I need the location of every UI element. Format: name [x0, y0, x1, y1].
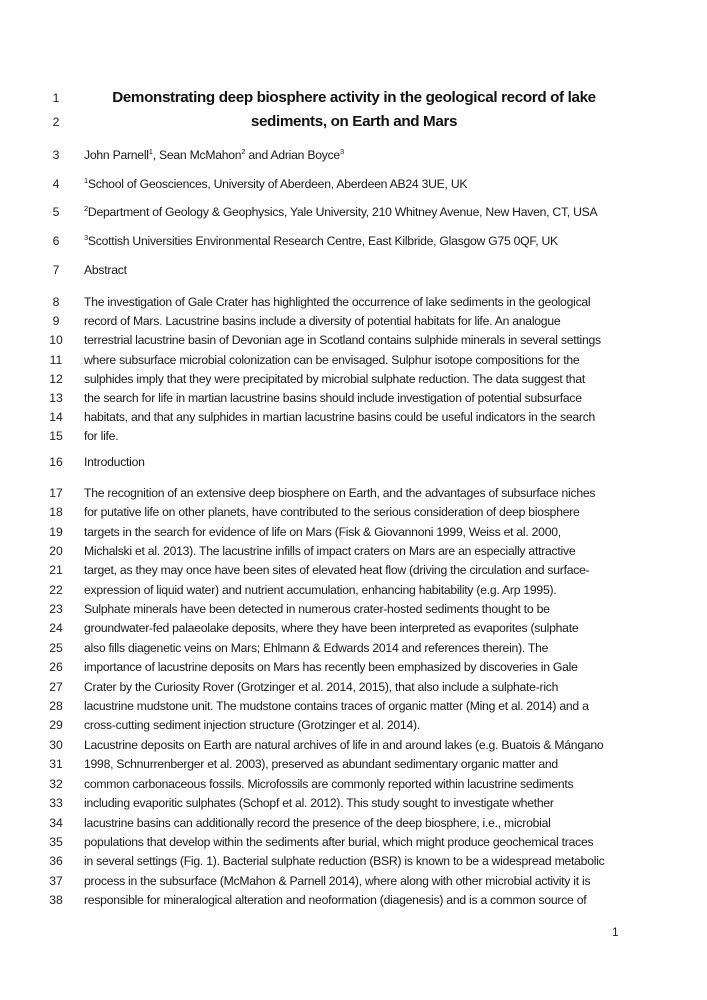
affiliation-name: School of Geosciences, University of Aberdeen, Aberdeen AB24 3UE, UK [87, 177, 468, 191]
text-line [0, 754, 707, 774]
text-line [0, 599, 707, 619]
page-number: 1 [612, 925, 619, 939]
line-text: terrestrial lacustrine basin of Devonian age in Scotland contains sulphide minerals in several settings [84, 333, 601, 348]
affiliation-mark: 1 [148, 147, 153, 156]
line-text: Sulphate minerals have been detected in numerous crater-hosted sediments thought to be [84, 602, 550, 617]
line-text: Crater by the Curiosity Rover (Grotzinger et al. 2014, 2015), that also include a sulphate-rich [84, 679, 559, 694]
line-number: 10 [49, 333, 63, 348]
line-number: 5 [52, 205, 60, 219]
line-text: including evaporitic sulphates (Schopf et al. 2012). This study sought to investigate whether [84, 796, 554, 811]
line-text: importance of lacustrine deposits on Mars has recently been emphasized by discoveries in Gale [84, 660, 578, 675]
line-text: where subsurface microbial colonization can be envisaged. Sulphur isotope compositions for the [84, 352, 580, 367]
affiliation-mark: 2 [84, 204, 88, 213]
line-number: 35 [49, 835, 63, 849]
line-text: populations that develop within the sediments after burial, which might produce geochemical traces [84, 835, 594, 849]
line-number: 38 [49, 893, 63, 908]
text-line [0, 813, 707, 833]
text-line [0, 369, 707, 389]
line-number: 19 [49, 524, 63, 539]
line-number: 27 [49, 679, 63, 694]
text-line [0, 871, 707, 891]
line-number: 32 [49, 776, 63, 791]
line-number: 11 [49, 352, 63, 367]
line-number: 15 [49, 429, 63, 444]
text-line [0, 330, 707, 350]
text-line [0, 502, 707, 522]
authors-line [0, 145, 707, 165]
affiliation-mark: 2 [241, 147, 246, 156]
text-line [0, 696, 707, 716]
line-number: 26 [49, 660, 63, 675]
text-line [0, 715, 707, 735]
text-line [0, 350, 707, 370]
affiliation-text [84, 231, 558, 251]
affiliation-name: Scottish Universities Environmental Research Centre, East Kilbride, Glasgow G75 0QF, UK [87, 234, 558, 248]
line-text: record of Mars. Lacustrine basins include a diversity of potential habitats for life. An analogue [84, 314, 561, 329]
line-number: 36 [49, 854, 63, 869]
affiliation-mark: 3 [84, 233, 88, 242]
text-line [0, 407, 707, 427]
author-name: Adrian Boyce [270, 148, 340, 162]
line-text: responsible for mineralogical alteration and neoformation (diagenesis) and is a common source of [84, 893, 587, 908]
title-line-1 [0, 88, 707, 108]
line-number: 34 [49, 815, 63, 830]
text-line [0, 311, 707, 331]
author-list [84, 145, 344, 165]
abstract-heading-line [0, 260, 707, 280]
line-number: 2 [52, 115, 60, 129]
line-number: 7 [52, 263, 60, 277]
line-number: 23 [49, 602, 63, 617]
line-number: 4 [52, 177, 60, 191]
line-text: Lacustrine deposits on Earth are natural archives of life in and around lakes (e.g. Buatois & Mángano [84, 738, 604, 752]
text-line [0, 832, 707, 852]
line-number: 30 [49, 738, 63, 752]
affiliation-mark: 3 [339, 147, 344, 156]
line-text: lacustrine basins can additionally record the presence of the deep biosphere, i.e., microbial [84, 815, 551, 830]
affiliation-mark: 1 [84, 176, 88, 185]
text-line [0, 774, 707, 794]
line-number: 12 [49, 371, 63, 386]
text-line [0, 522, 707, 542]
line-number: 6 [52, 234, 60, 248]
line-text: also fills diagenetic veins on Mars; Ehlmann & Edwards 2014 and references therein). The [84, 640, 549, 655]
line-number: 31 [49, 757, 63, 772]
line-text: the search for life in martian lacustrine basins should include investigation of potential subsurface [84, 391, 582, 405]
line-text: habitats, and that any sulphides in martian lacustrine basins could be useful indicators in the search [84, 410, 596, 425]
author-separator: , [152, 148, 159, 162]
text-line [0, 426, 707, 446]
author-name: John Parnell [84, 148, 149, 162]
line-text: Michalski et al. 2013). The lacustrine infills of impact craters on Mars are an especially attractive [84, 544, 576, 559]
line-text: targets in the search for evidence of life on Mars (Fisk & Giovannoni 1999, Weiss et al. 2000, [84, 524, 561, 539]
line-number: 25 [49, 640, 63, 655]
text-line [0, 560, 707, 580]
introduction-heading: Introduction [84, 455, 145, 469]
line-number: 13 [49, 391, 63, 405]
line-number: 17 [49, 486, 63, 500]
intro-heading-line [0, 452, 707, 472]
text-line [0, 638, 707, 658]
line-number: 29 [49, 718, 63, 733]
line-number: 21 [49, 563, 63, 578]
line-number: 3 [52, 148, 60, 162]
line-text: target, as they may once have been sites of elevated heat flow (driving the circulation and surface- [84, 563, 590, 578]
author-separator: and [245, 148, 271, 162]
affiliation-line [0, 231, 707, 251]
line-number: 24 [49, 621, 63, 636]
paper-title: Demonstrating deep biosphere activity in the geological record of lake [112, 89, 596, 106]
line-text: common carbonaceous fossils. Microfossils are commonly reported within lacustrine sediments [84, 776, 574, 791]
text-line [0, 541, 707, 561]
line-number: 28 [49, 698, 63, 713]
line-text: cross-cutting sediment injection structure (Grotzinger et al. 2014). [84, 718, 420, 733]
text-line [0, 580, 707, 600]
text-line [0, 735, 707, 755]
affiliation-name: Department of Geology & Geophysics, Yale University, 210 Whitney Avenue, New Haven, CT, USA [87, 205, 598, 219]
affiliation-text [84, 202, 597, 222]
line-text: lacustrine mudstone unit. The mudstone contains traces of organic matter (Ming et al. 2014) and a [84, 698, 589, 713]
text-line [0, 657, 707, 677]
line-number: 16 [49, 455, 63, 469]
text-line [0, 388, 707, 408]
line-text: 1998, Schnurrenberger et al. 2003), preserved as abundant sedimentary organic matter and [84, 757, 558, 772]
paper-title-cont: sediments, on Earth and Mars [250, 113, 458, 130]
title-line-2 [0, 112, 707, 132]
text-line [0, 851, 707, 871]
line-text: for putative life on other planets, have contributed to the serious consideration of deep biosphere [84, 505, 580, 520]
affiliation-line [0, 174, 707, 194]
line-text: expression of liquid water) and nutrient accumulation, enhancing habitability (e.g. Arp 1995). [84, 582, 557, 597]
line-text: The recognition of an extensive deep biosphere on Earth, and the advantages of subsurface niches [84, 486, 596, 500]
author-name: Sean McMahon [158, 148, 242, 162]
text-line [0, 618, 707, 638]
line-number: 14 [49, 410, 63, 425]
line-number: 37 [49, 873, 63, 888]
line-number: 9 [52, 314, 60, 329]
text-line [0, 483, 707, 503]
abstract-heading: Abstract [84, 263, 127, 277]
text-line [0, 677, 707, 697]
line-text: process in the subsurface (McMahon & Parnell 2014), where along with other microbial activity it is [84, 873, 591, 888]
line-number: 33 [49, 796, 63, 811]
line-number: 22 [49, 582, 63, 597]
line-number: 1 [52, 91, 60, 105]
affiliation-line [0, 202, 707, 222]
affiliation-text [84, 174, 467, 194]
line-text: sulphides imply that they were precipitated by microbial sulphate reduction. The data suggest that [84, 371, 585, 386]
line-number: 18 [49, 505, 63, 520]
text-line [0, 292, 707, 312]
line-text: The investigation of Gale Crater has highlighted the occurrence of lake sediments in the geological [84, 295, 591, 309]
line-text: in several settings (Fig. 1). Bacterial sulphate reduction (BSR) is known to be a widespread metabolic [84, 854, 605, 869]
line-text: for life. [84, 429, 119, 444]
line-number: 20 [49, 544, 63, 559]
line-text: groundwater-fed palaeolake deposits, where they have been interpreted as evaporites (sulphate [84, 621, 579, 636]
text-line [0, 890, 707, 910]
text-line [0, 793, 707, 813]
line-number: 8 [52, 295, 60, 309]
